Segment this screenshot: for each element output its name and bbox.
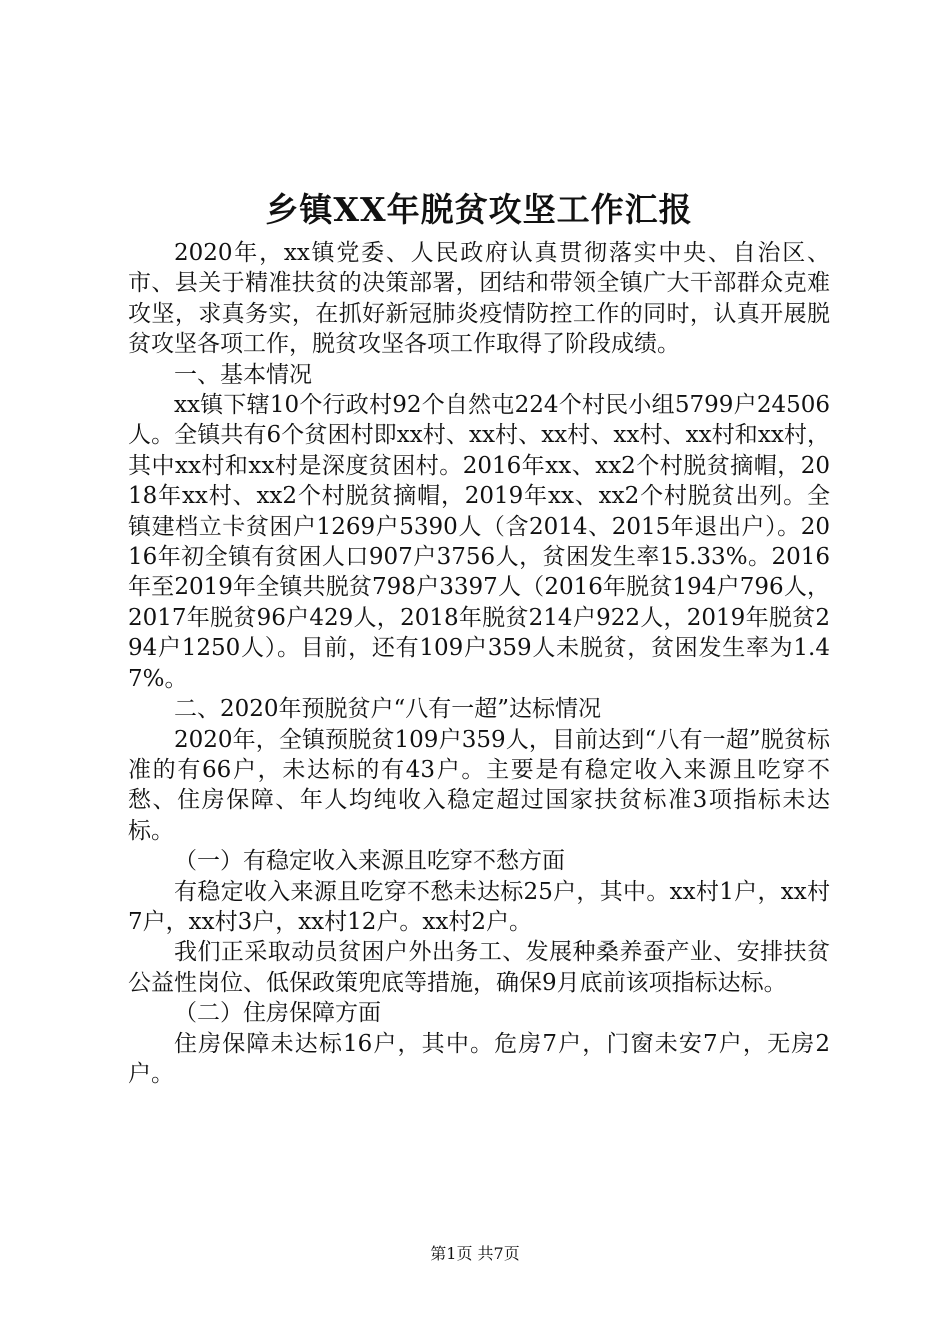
subsection-heading-housing: （二）住房保障方面 — [174, 1000, 381, 1027]
basic-situation-paragraph: xx镇下辖10个行政村92个自然屯224个村民小组5799户24506人。全镇共有6个贫困村即xx村、xx村、xx村、xx村、xx村和xx村，其中xx村和xx村是深度贫困村。2016年xx、xx2个村脱贫摘帽，2018年xx村、xx2个村脱贫摘帽，2019年xx、xx2个村脱贫出列。全镇建档立卡贫困户1269户5390人（含2014、2015年退出户）。2016年初全镇有贫困人口907户3756人，贫困发生率15.33%。2016年至2019年全镇共脱贫798户3397人（2016年脱贫194户796人，2017年脱贫96户429人，2018年脱贫214户922人，2019年脱贫294户1250人）。目前，还有109户359人未脱贫，贫困发生率为1.47%。 — [128, 392, 830, 692]
standards-paragraph: 2020年，全镇预脱贫109户359人，目前达到“八有一超”脱贫标准的有66户，未达标的有43户。主要是有稳定收入来源且吃穿不愁、住房保障、年人均纯收入稳定超过国家扶贫标准3项指标未达标。 — [128, 726, 830, 844]
intro-paragraph: 2020年，xx镇党委、人民政府认真贯彻落实中央、自治区、市、县关于精准扶贫的决策部署，团结和带领全镇广大干部群众克难攻坚，求真务实，在抓好新冠肺炎疫情防控工作的同时，认真开展脱贫攻坚各项工作，脱贫攻坚各项工作取得了阶段成绩。 — [128, 240, 830, 358]
document-title: 乡镇XX年脱贫攻坚工作汇报 — [265, 190, 693, 229]
section-heading-basic-situation: 一、基本情况 — [174, 361, 312, 388]
income-paragraph: 有稳定收入来源且吃穿不愁未达标25户，其中。xx村1户，xx村7户，xx村3户，xx村12户。xx村2户。 — [128, 878, 830, 935]
section-heading-standards: 二、2020年预脱贫户“八有一超”达标情况 — [174, 696, 602, 723]
income-measures-paragraph: 我们正采取动员贫困户外出务工、发展种桑养蚕产业、安排扶贫公益性岗位、低保政策兜底等措施，确保9月底前该项指标达标。 — [128, 939, 830, 996]
subsection-heading-income: （一）有稳定收入来源且吃穿不愁方面 — [174, 848, 565, 875]
housing-paragraph: 住房保障未达标16户，其中。危房7户，门窗未安7户，无房2户。 — [128, 1030, 830, 1087]
document-page — [128, 182, 830, 1089]
page-number-footer: 第1页 共7页 — [430, 1244, 520, 1263]
